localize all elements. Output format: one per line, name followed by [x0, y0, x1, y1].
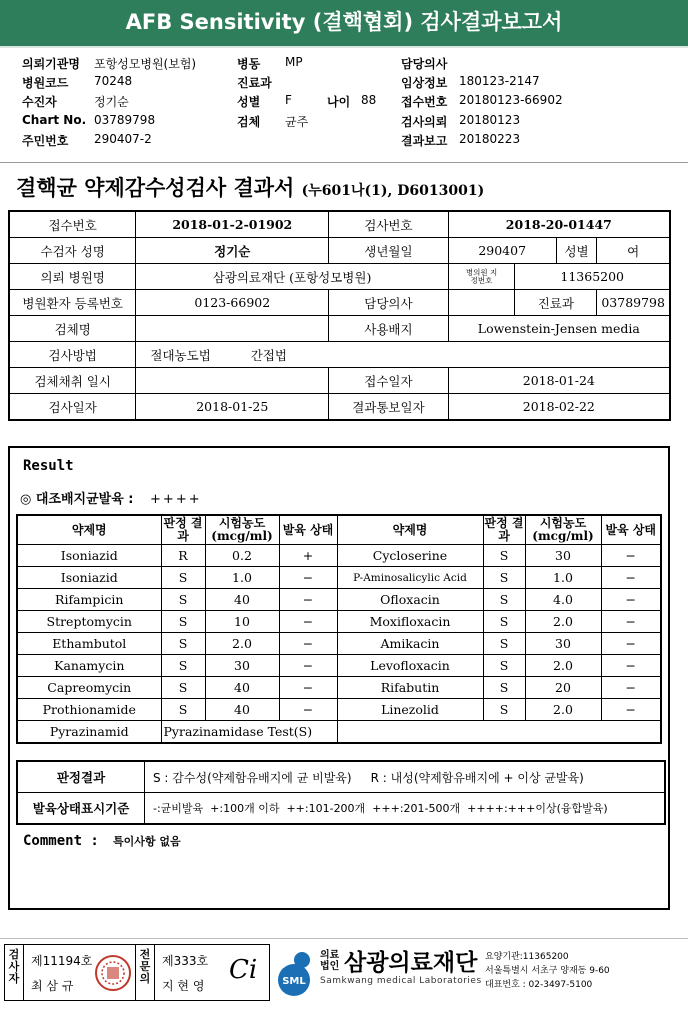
legend-row	[17, 793, 665, 825]
drug-name: Rifampicin	[17, 589, 161, 611]
drug-name: Ofloxacin	[337, 589, 483, 611]
drug-growth: −	[601, 611, 661, 633]
drug-row	[17, 611, 661, 633]
info-value: Lowenstein-Jensen media	[448, 316, 670, 342]
specimen-value: 균주	[285, 115, 309, 129]
col-header: 발육 상태	[279, 515, 337, 545]
org-code: 요양기관:11365200	[485, 952, 569, 962]
drug-concentration: 30	[525, 633, 601, 655]
org-label	[320, 950, 339, 972]
drug-result: S	[483, 611, 525, 633]
drug-name: Amikacin	[337, 633, 483, 655]
info-row	[9, 394, 670, 421]
specialist-name: 지 현 영	[162, 979, 205, 993]
comment-text: 특이사항 없음	[113, 835, 181, 848]
drug-name: Capreomycin	[17, 677, 161, 699]
examiner-no: 제11194호	[31, 954, 93, 968]
org-english-name: Samkwang medical Laboratories	[320, 976, 482, 986]
sex-label: 성별	[237, 95, 261, 109]
control-label: ◎ 대조배지균발육 :	[20, 492, 134, 507]
drug-row	[17, 545, 661, 567]
org-tel: 대표번호 : 02-3497-5100	[485, 980, 593, 990]
info-label: 접수일자	[329, 368, 448, 394]
report-title-bar	[0, 0, 688, 48]
drug-concentration: 1.0	[525, 567, 601, 589]
drug-name: Prothionamide	[17, 699, 161, 721]
info-label: 생년월일	[329, 238, 448, 264]
chart-label: Chart No.	[22, 113, 87, 127]
header-col-2	[237, 55, 397, 155]
info-value: 2018-20-01447	[448, 211, 670, 238]
method-absolute: 절대농도법	[150, 347, 211, 363]
drug-row	[17, 567, 661, 589]
header-col-1	[22, 55, 232, 155]
drug-name: Rifabutin	[337, 677, 483, 699]
info-row	[9, 211, 670, 238]
rrn-label: 주민번호	[22, 134, 69, 148]
result-section	[8, 446, 670, 910]
info-row	[9, 290, 670, 316]
drug-result: S	[161, 699, 205, 721]
specimen-label: 검체	[237, 115, 261, 129]
legend-text: -:균비발육 +:100개 이하 ++:101-200개 +++:201-500개 ++++:+++이상(융합발육)	[145, 793, 666, 825]
drug-growth: −	[279, 567, 337, 589]
drug-concentration: 40	[205, 677, 279, 699]
method-indirect: 간접법	[250, 347, 287, 363]
drug-name: Moxifloxacin	[337, 611, 483, 633]
ward-value: MP	[285, 55, 303, 69]
drug-result: R	[161, 545, 205, 567]
legend-text: S : 감수성(약제함유배지에 균 비발육) R : 내성(약제함유배지에 + 이상 균발육)	[145, 761, 666, 793]
seal-icon	[93, 953, 133, 993]
info-label: 진료과	[515, 290, 597, 316]
drug-result: S	[483, 589, 525, 611]
drug-row	[17, 677, 661, 699]
info-value	[448, 290, 515, 316]
drug-result: S	[161, 567, 205, 589]
header-col-3	[401, 55, 601, 155]
drug-name: Isoniazid	[17, 545, 161, 567]
drug-result: S	[483, 545, 525, 567]
drug-concentration: 30	[205, 655, 279, 677]
pza-blank	[337, 721, 661, 744]
comment	[23, 833, 181, 849]
info-label: 검체채취 일시	[9, 368, 136, 394]
info-value: 2018-01-24	[448, 368, 670, 394]
info-label: 의뢰 병원명	[9, 264, 136, 290]
drug-name: Kanamycin	[17, 655, 161, 677]
info-value: 03789798	[597, 290, 670, 316]
info-label: 성별	[556, 238, 597, 264]
request-value: 20180123	[459, 113, 521, 127]
drug-concentration: 40	[205, 699, 279, 721]
drug-concentration: 0.2	[205, 545, 279, 567]
drug-name: Pyrazinamid	[17, 721, 161, 744]
comment-label: Comment :	[23, 833, 99, 849]
info-label: 담당의사	[329, 290, 448, 316]
control-value: ++++	[150, 492, 202, 507]
drug-growth: −	[279, 699, 337, 721]
legend-row	[17, 761, 665, 793]
drug-growth: +	[279, 545, 337, 567]
info-label: 병의원 지정번호	[448, 264, 515, 290]
examiner-label: 검사자	[8, 948, 20, 985]
drug-concentration: 2.0	[525, 611, 601, 633]
info-label: 검사번호	[329, 211, 448, 238]
document-title	[16, 172, 484, 202]
info-label: 검사방법	[9, 342, 136, 368]
org-contact	[485, 950, 610, 992]
info-label: 병원환자 등록번호	[9, 290, 136, 316]
drug-growth: −	[279, 633, 337, 655]
drug-concentration: 2.0	[525, 699, 601, 721]
drug-name: Linezolid	[337, 699, 483, 721]
clinical-value: 180123-2147	[459, 74, 540, 88]
report-title: AFB Sensitivity (결핵협회) 검사결과보고서	[125, 10, 563, 34]
doc-title-text: 결핵균 약제감수성검사 결과서	[16, 175, 295, 200]
age-value: 88	[361, 93, 377, 107]
info-value: 2018-02-22	[448, 394, 670, 421]
legend-label: 발육상태표시기준	[17, 793, 145, 825]
report-value: 20180223	[459, 132, 521, 146]
info-label: 검체명	[9, 316, 136, 342]
institution-label: 의뢰기관명	[22, 57, 80, 71]
examiner-name: 최 삼 규	[31, 979, 74, 993]
patient-value: 정기순	[94, 95, 129, 109]
ward-label: 병동	[237, 57, 261, 71]
drug-name: Cycloserine	[337, 545, 483, 567]
drug-concentration: 1.0	[205, 567, 279, 589]
drug-concentration: 4.0	[525, 589, 601, 611]
col-header: 판정 결과	[484, 516, 524, 543]
drug-name: P-Aminosalicylic Acid	[337, 567, 483, 589]
clinical-label: 임상정보	[401, 76, 448, 90]
dept-label: 진료과	[237, 76, 272, 90]
drug-growth: −	[279, 677, 337, 699]
specialist-no: 제333호	[162, 954, 209, 968]
sml-text: SML	[282, 976, 306, 987]
org-logo-icon	[272, 948, 316, 996]
org-label-2: 법인	[320, 961, 340, 972]
receipt-label: 접수번호	[401, 95, 448, 109]
drug-growth: −	[279, 655, 337, 677]
result-title: Result	[23, 458, 74, 474]
info-value: 2018-01-25	[136, 394, 329, 421]
legend-table	[16, 760, 666, 825]
drug-name: Levofloxacin	[337, 655, 483, 677]
drug-name: Isoniazid	[17, 567, 161, 589]
sex-value: F	[285, 93, 292, 107]
rrn-value: 290407-2	[94, 132, 152, 146]
age-label: 나이	[327, 95, 351, 109]
info-label: 결과통보일자	[329, 394, 448, 421]
drug-growth: −	[279, 611, 337, 633]
drug-row	[17, 699, 661, 721]
info-table	[8, 210, 671, 421]
drug-growth: −	[601, 545, 661, 567]
info-value: 삼광의료재단 (포항성모병원)	[136, 264, 448, 290]
col-header: 시험농도 (mcg/ml)	[525, 515, 601, 545]
drug-result: S	[161, 611, 205, 633]
chart-value: 03789798	[94, 113, 156, 127]
info-value: 2018-01-2-01902	[136, 211, 329, 238]
drug-result: S	[161, 677, 205, 699]
hospital-code-value: 70248	[94, 74, 133, 88]
control-growth	[20, 488, 202, 507]
drug-result: S	[161, 633, 205, 655]
info-value	[136, 342, 670, 368]
col-header: 발육 상태	[601, 515, 661, 545]
info-value: 11365200	[515, 264, 670, 290]
col-header: 판정 결과	[161, 515, 205, 545]
org-label-1: 의료	[320, 950, 340, 961]
drug-result: S	[483, 677, 525, 699]
drug-table	[16, 514, 662, 744]
doc-code: (누601나(1), D6013001)	[301, 183, 485, 199]
legend-label: 판정결과	[17, 761, 145, 793]
hospital-code-label: 병원코드	[22, 76, 69, 90]
drug-growth: −	[601, 633, 661, 655]
pza-row	[17, 721, 661, 744]
drug-result: S	[483, 567, 525, 589]
drug-row	[17, 633, 661, 655]
drug-growth: −	[601, 699, 661, 721]
info-label: 수검자 성명	[9, 238, 136, 264]
drug-concentration: 30	[525, 545, 601, 567]
drug-concentration: 2.0	[525, 655, 601, 677]
footer-divider	[0, 938, 688, 939]
info-label: 접수번호	[9, 211, 136, 238]
signature: Ci	[229, 955, 258, 985]
drug-growth: −	[601, 589, 661, 611]
drug-result: S	[483, 655, 525, 677]
org-name: 삼광의료재단	[344, 950, 478, 976]
info-label: 사용배지	[329, 316, 448, 342]
info-row	[9, 368, 670, 394]
col-header: 시험농도 (mcg/ml)	[205, 515, 279, 545]
header-divider	[0, 162, 688, 163]
doctor-label: 담당의사	[401, 57, 448, 71]
col-header: 약제명	[337, 515, 483, 545]
specialist-label: 전문의	[139, 948, 151, 985]
drug-concentration: 40	[205, 589, 279, 611]
info-row	[9, 238, 670, 264]
info-value	[136, 368, 329, 394]
signature-box	[4, 944, 270, 1001]
info-value: 정기순	[136, 238, 329, 264]
info-value: 여	[597, 238, 670, 264]
drug-result: S	[483, 633, 525, 655]
info-value: 0123-66902	[136, 290, 329, 316]
patient-label: 수진자	[22, 95, 57, 109]
drug-growth: −	[601, 567, 661, 589]
drug-name: Streptomycin	[17, 611, 161, 633]
drug-growth: −	[279, 589, 337, 611]
info-value	[136, 316, 329, 342]
institution-value: 포항성모병원(보험)	[94, 57, 197, 71]
receipt-value: 20180123-66902	[459, 93, 563, 107]
info-value: 290407	[448, 238, 556, 264]
info-row	[9, 342, 670, 368]
drug-growth: −	[601, 655, 661, 677]
col-header: 약제명	[17, 515, 161, 545]
request-label: 검사의뢰	[401, 115, 448, 129]
drug-table-header	[17, 515, 661, 545]
drug-result: S	[161, 655, 205, 677]
info-row	[9, 316, 670, 342]
info-label: 검사일자	[9, 394, 136, 421]
drug-concentration: 10	[205, 611, 279, 633]
drug-result: S	[161, 589, 205, 611]
drug-growth: −	[601, 677, 661, 699]
drug-row	[17, 589, 661, 611]
drug-concentration: 2.0	[205, 633, 279, 655]
drug-name: Ethambutol	[17, 633, 161, 655]
drug-result: S	[483, 699, 525, 721]
org-address: 서울특별시 서초구 양재동 9-60	[485, 966, 610, 976]
info-row	[9, 264, 670, 290]
drug-row	[17, 655, 661, 677]
drug-concentration: 20	[525, 677, 601, 699]
pza-result: Pyrazinamidase Test(S)	[161, 721, 337, 744]
report-label: 결과보고	[401, 134, 448, 148]
